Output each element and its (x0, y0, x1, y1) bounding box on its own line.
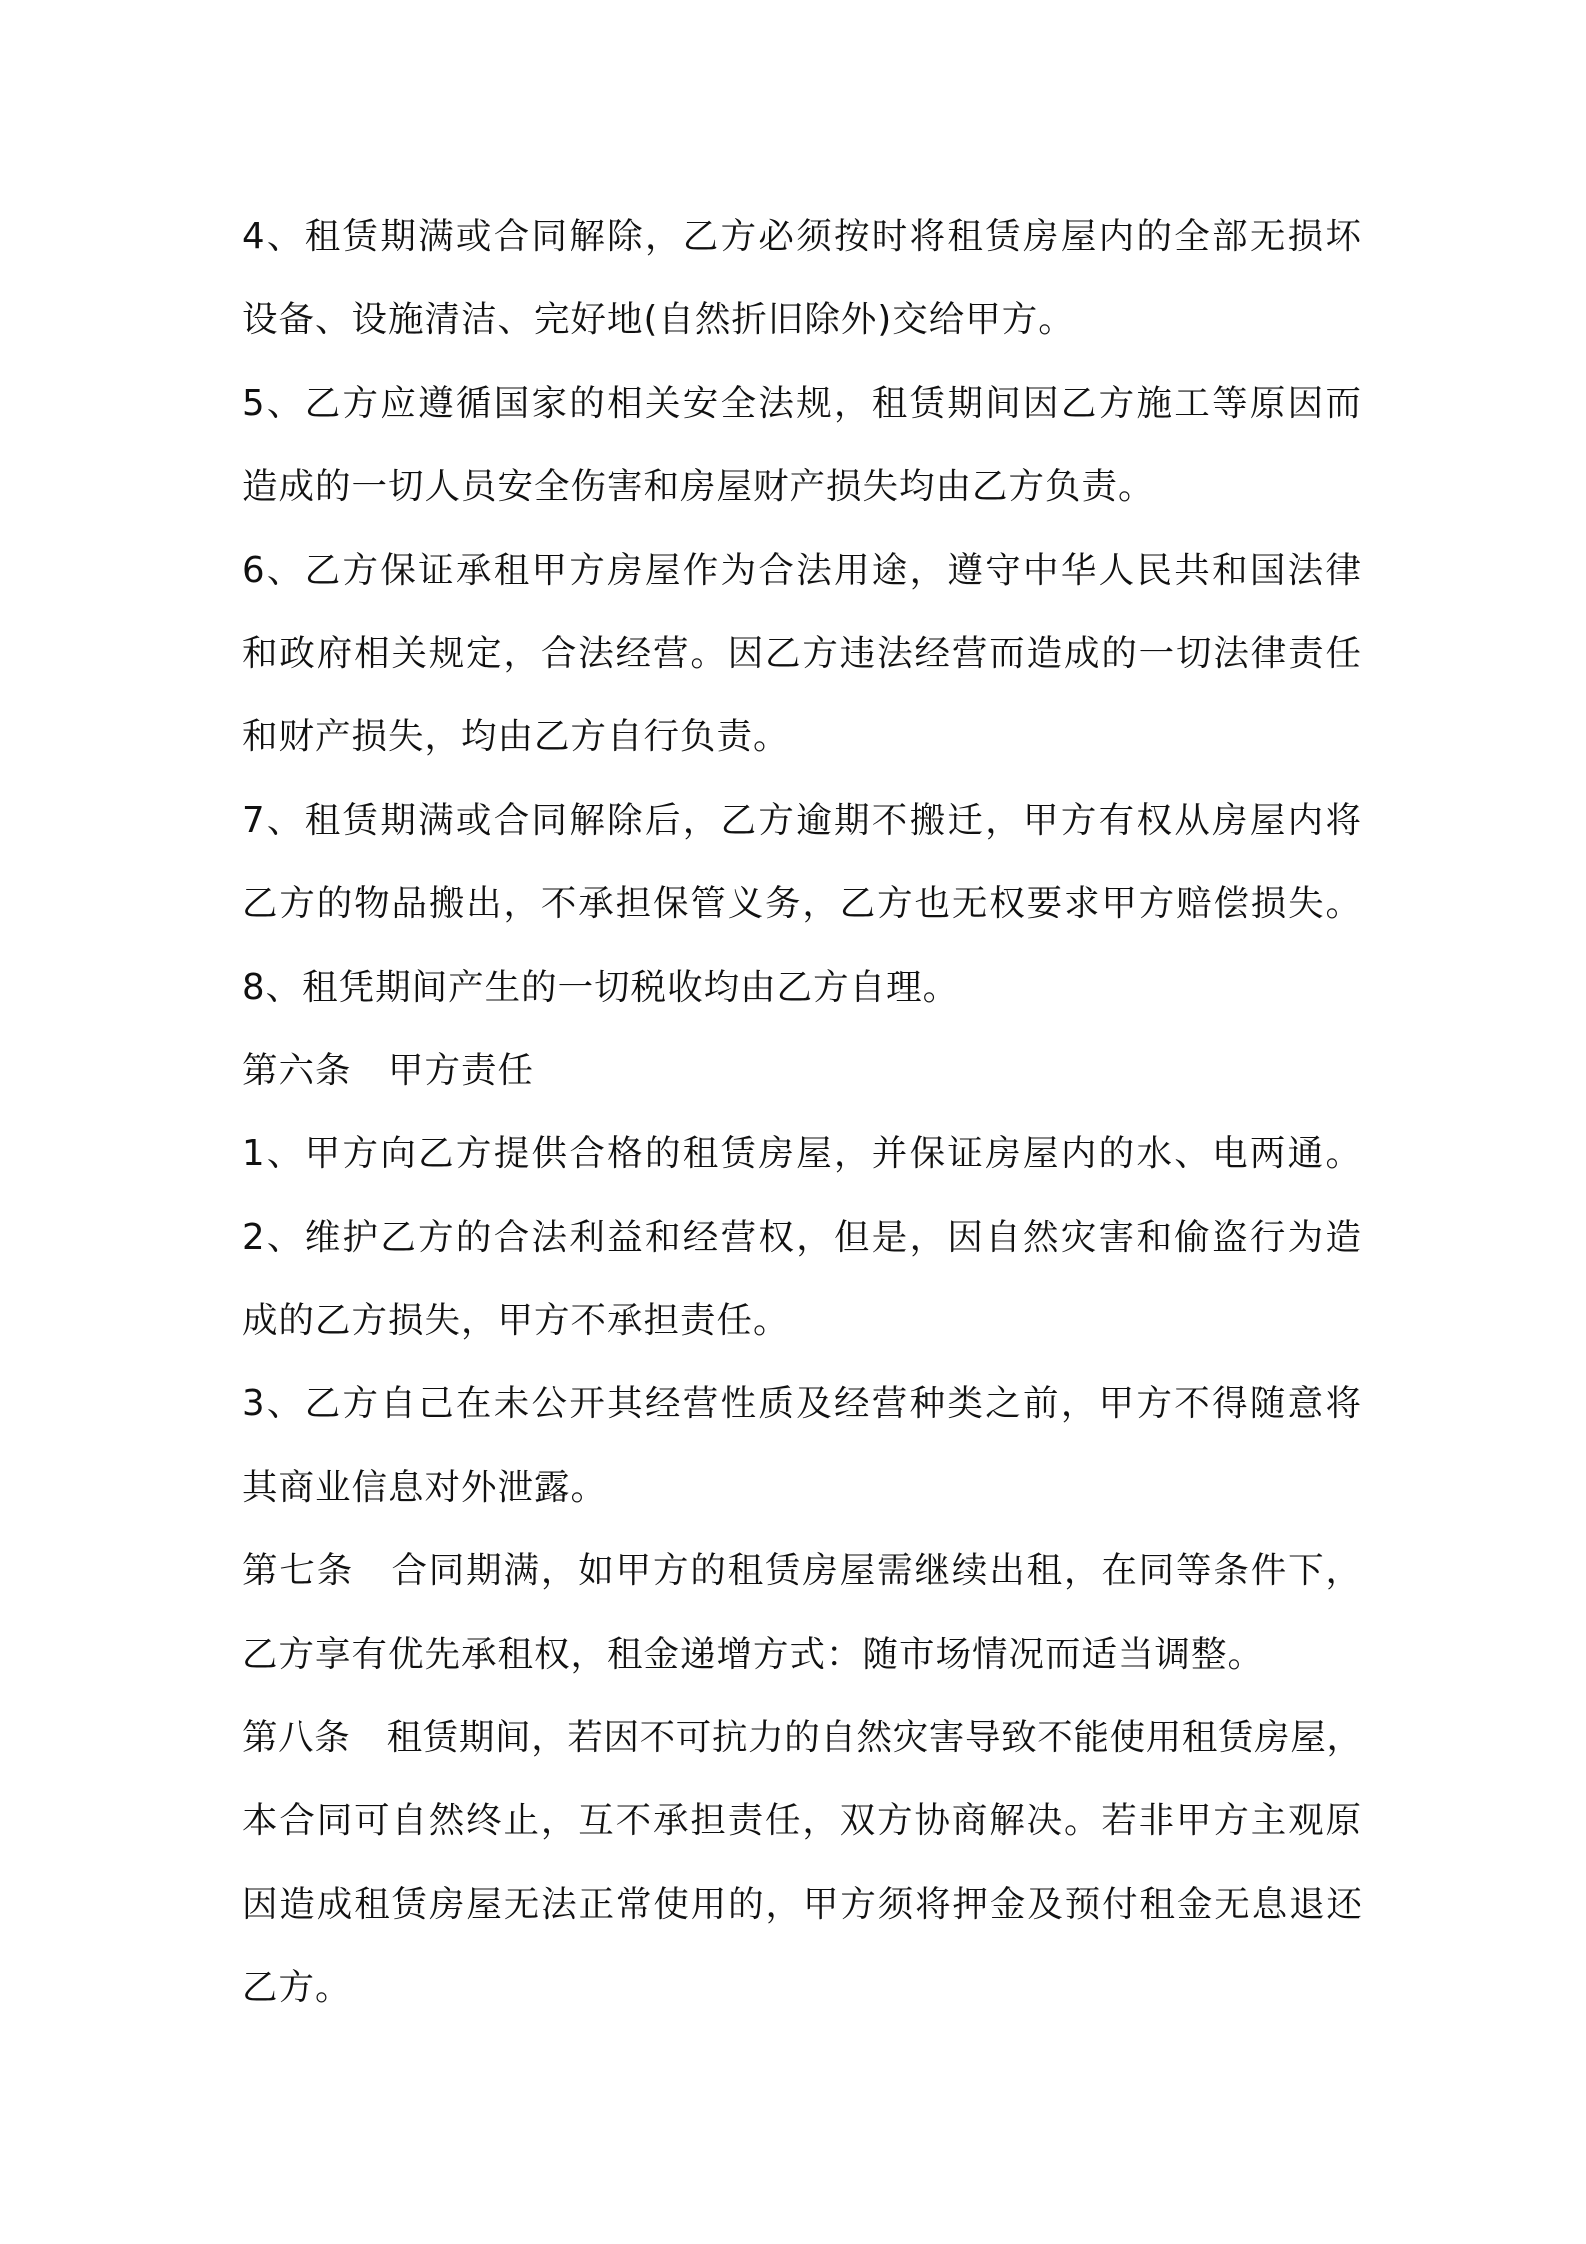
text-line: 4、租赁期满或合同解除，乙方必须按时将租赁房屋内的全部无损坏 (242, 216, 1362, 257)
text-line: 第八条 租赁期间，若因不可抗力的自然灾害导致不能使用租赁房屋， (242, 1717, 1362, 1759)
text-line: 其商业信息对外泄露。 (242, 1466, 608, 1508)
text-line: 6、乙方保证承租甲方房屋作为合法用途，遵守中华人民共和国法律 (242, 549, 1362, 591)
text-line: 设备、设施清洁、完好地(自然折旧除外)交给甲方。 (242, 299, 1075, 341)
section-heading: 第六条 甲方责任 (242, 1049, 535, 1091)
text-line: 1、甲方向乙方提供合格的租赁房屋，并保证房屋内的水、电两通。 (242, 1133, 1362, 1175)
text-line: 乙方享有优先承租权，租金递增方式：随市场情况而适当调整。 (242, 1633, 1265, 1675)
text-line: 第七条 合同期满，如甲方的租赁房屋需继续出租，在同等条件下， (242, 1550, 1362, 1592)
text-line: 成的乙方损失，甲方不承担责任。 (242, 1300, 790, 1342)
text-line: 5、乙方应遵循国家的相关安全法规，租赁期间因乙方施工等原因而 (242, 382, 1362, 424)
text-line: 2、维护乙方的合法利益和经营权，但是，因自然灾害和偷盗行为造 (242, 1216, 1362, 1258)
text-line: 造成的一切人员安全伤害和房屋财产损失均由乙方负责。 (242, 466, 1155, 508)
text-line: 和政府相关规定，合法经营。因乙方违法经营而造成的一切法律责任 (242, 632, 1362, 674)
text-line: 乙方的物品搬出，不承担保管义务，乙方也无权要求甲方赔偿损失。 (242, 883, 1362, 925)
text-line: 因造成租赁房屋无法正常使用的，甲方须将押金及预付租金无息退还 (242, 1883, 1362, 1925)
text-line: 8、租凭期间产生的一切税收均由乙方自理。 (242, 966, 960, 1008)
text-line: 3、乙方自己在未公开其经营性质及经营种类之前，甲方不得随意将 (242, 1383, 1362, 1425)
text-line: 本合同可自然终止，互不承担责任，双方协商解决。若非甲方主观原 (242, 1800, 1362, 1842)
text-line: 乙方。 (242, 1967, 352, 2009)
document-page (242, 195, 1362, 2030)
text-line: 7、租赁期满或合同解除后，乙方逾期不搬迁，甲方有权从房屋内将 (242, 799, 1362, 841)
text-line: 和财产损失，均由乙方自行负责。 (242, 716, 790, 758)
